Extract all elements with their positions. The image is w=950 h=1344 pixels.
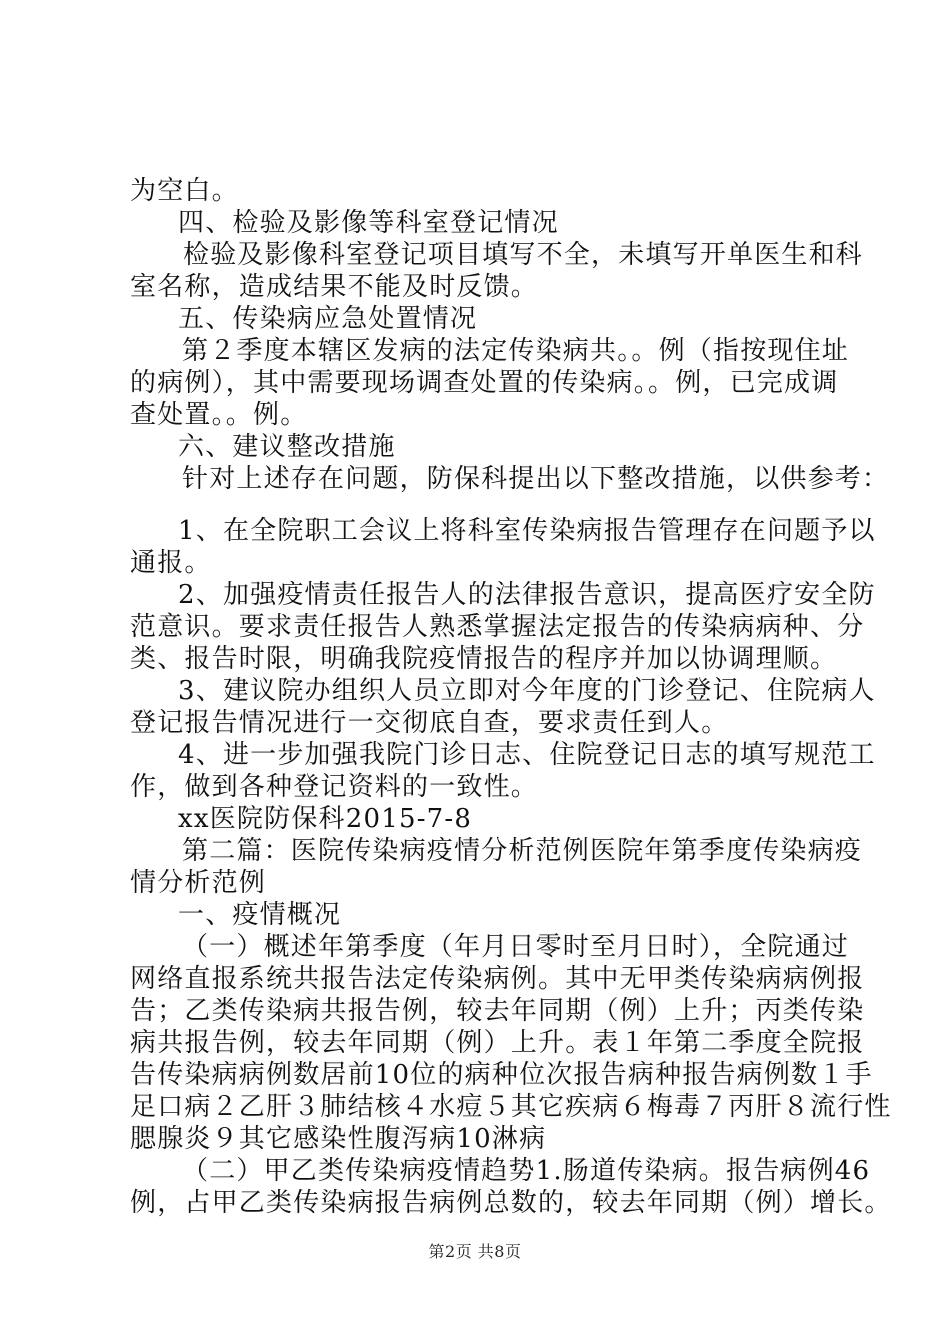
text-line: 针对上述存在问题，防保科提出以下整改措施，以供参考： xyxy=(182,464,890,494)
text-line: 例，占甲乙类传染病报告病例总数的，较去年同期（例）增长。 xyxy=(130,1188,892,1218)
section-heading: 五、传染病应急处置情况 xyxy=(178,304,478,334)
section-heading: 一、疫情概况 xyxy=(178,900,342,930)
text-line: 网络直报系统共报告法定传染病例。其中无甲类传染病病例报 xyxy=(130,964,865,994)
page-number: 第2页 共8页 xyxy=(428,1242,522,1261)
text-line: 足口病２乙肝３肺结核４水痘５其它疾病６梅毒７丙肝８流行性 xyxy=(130,1092,892,1122)
text-line: 为空白。 xyxy=(130,176,239,206)
text-line: 病共报告例，较去年同期（例）上升。表１年第二季度全院报 xyxy=(130,1028,865,1058)
list-item: 4、进一步加强我院门诊日志、住院登记日志的填写规范工 xyxy=(178,740,876,770)
text-line: 告传染病病例数居前10位的病种位次报告病种报告病例数１手 xyxy=(130,1060,873,1090)
list-item: 1、在全院职工会议上将科室传染病报告管理存在问题予以 xyxy=(178,516,876,546)
list-item: 3、建议院办组织人员立即对今年度的门诊登记、住院病人 xyxy=(178,676,876,706)
signature-line: xx医院防保科2015-7-8 xyxy=(178,804,473,834)
text-line: 告；乙类传染病共报告例，较去年同期（例）上升；丙类传染 xyxy=(130,996,865,1026)
section-heading: 六、建议整改措施 xyxy=(178,432,396,462)
text-line: 的病例），其中需要现场调查处置的传染病。。例，已完成调 xyxy=(130,368,839,398)
text-line: 检验及影像科室登记项目填写不全，未填写开单医生和科 xyxy=(183,240,864,270)
text-line: 登记报告情况进行一交彻底自查，要求责任到人。 xyxy=(130,708,729,738)
chapter-heading: 第二篇：医院传染病疫情分析范例医院年第季度传染病疫 xyxy=(182,836,863,866)
text-line: 第２季度本辖区发病的法定传染病共。。例（指按现住址 xyxy=(182,336,850,366)
text-line: 类、报告时限，明确我院疫情报告的程序并加以协调理顺。 xyxy=(130,644,838,674)
section-heading: 四、检验及影像等科室登记情况 xyxy=(178,208,559,238)
text-line: 情分析范例 xyxy=(130,868,267,898)
text-line: 通报。 xyxy=(130,548,212,578)
text-line: 查处置。。例。 xyxy=(130,400,308,430)
text-line: 作，做到各种登记资料的一致性。 xyxy=(130,772,539,802)
text-line: 范意识。要求责任报告人熟悉掌握法定报告的传染病病种、分 xyxy=(130,612,865,642)
list-item: 2、加强疫情责任报告人的法律报告意识，提高医疗安全防 xyxy=(178,580,876,610)
text-line: 室名称，造成结果不能及时反馈。 xyxy=(130,272,539,302)
text-line: （一）概述年第季度（年月日零时至月日时），全院通过 xyxy=(182,932,850,962)
text-line: 腮腺炎９其它感染性腹泻病10淋病 xyxy=(130,1124,547,1154)
text-line: （二）甲乙类传染病疫情趋势1.肠道传染病。报告病例46 xyxy=(182,1156,871,1186)
